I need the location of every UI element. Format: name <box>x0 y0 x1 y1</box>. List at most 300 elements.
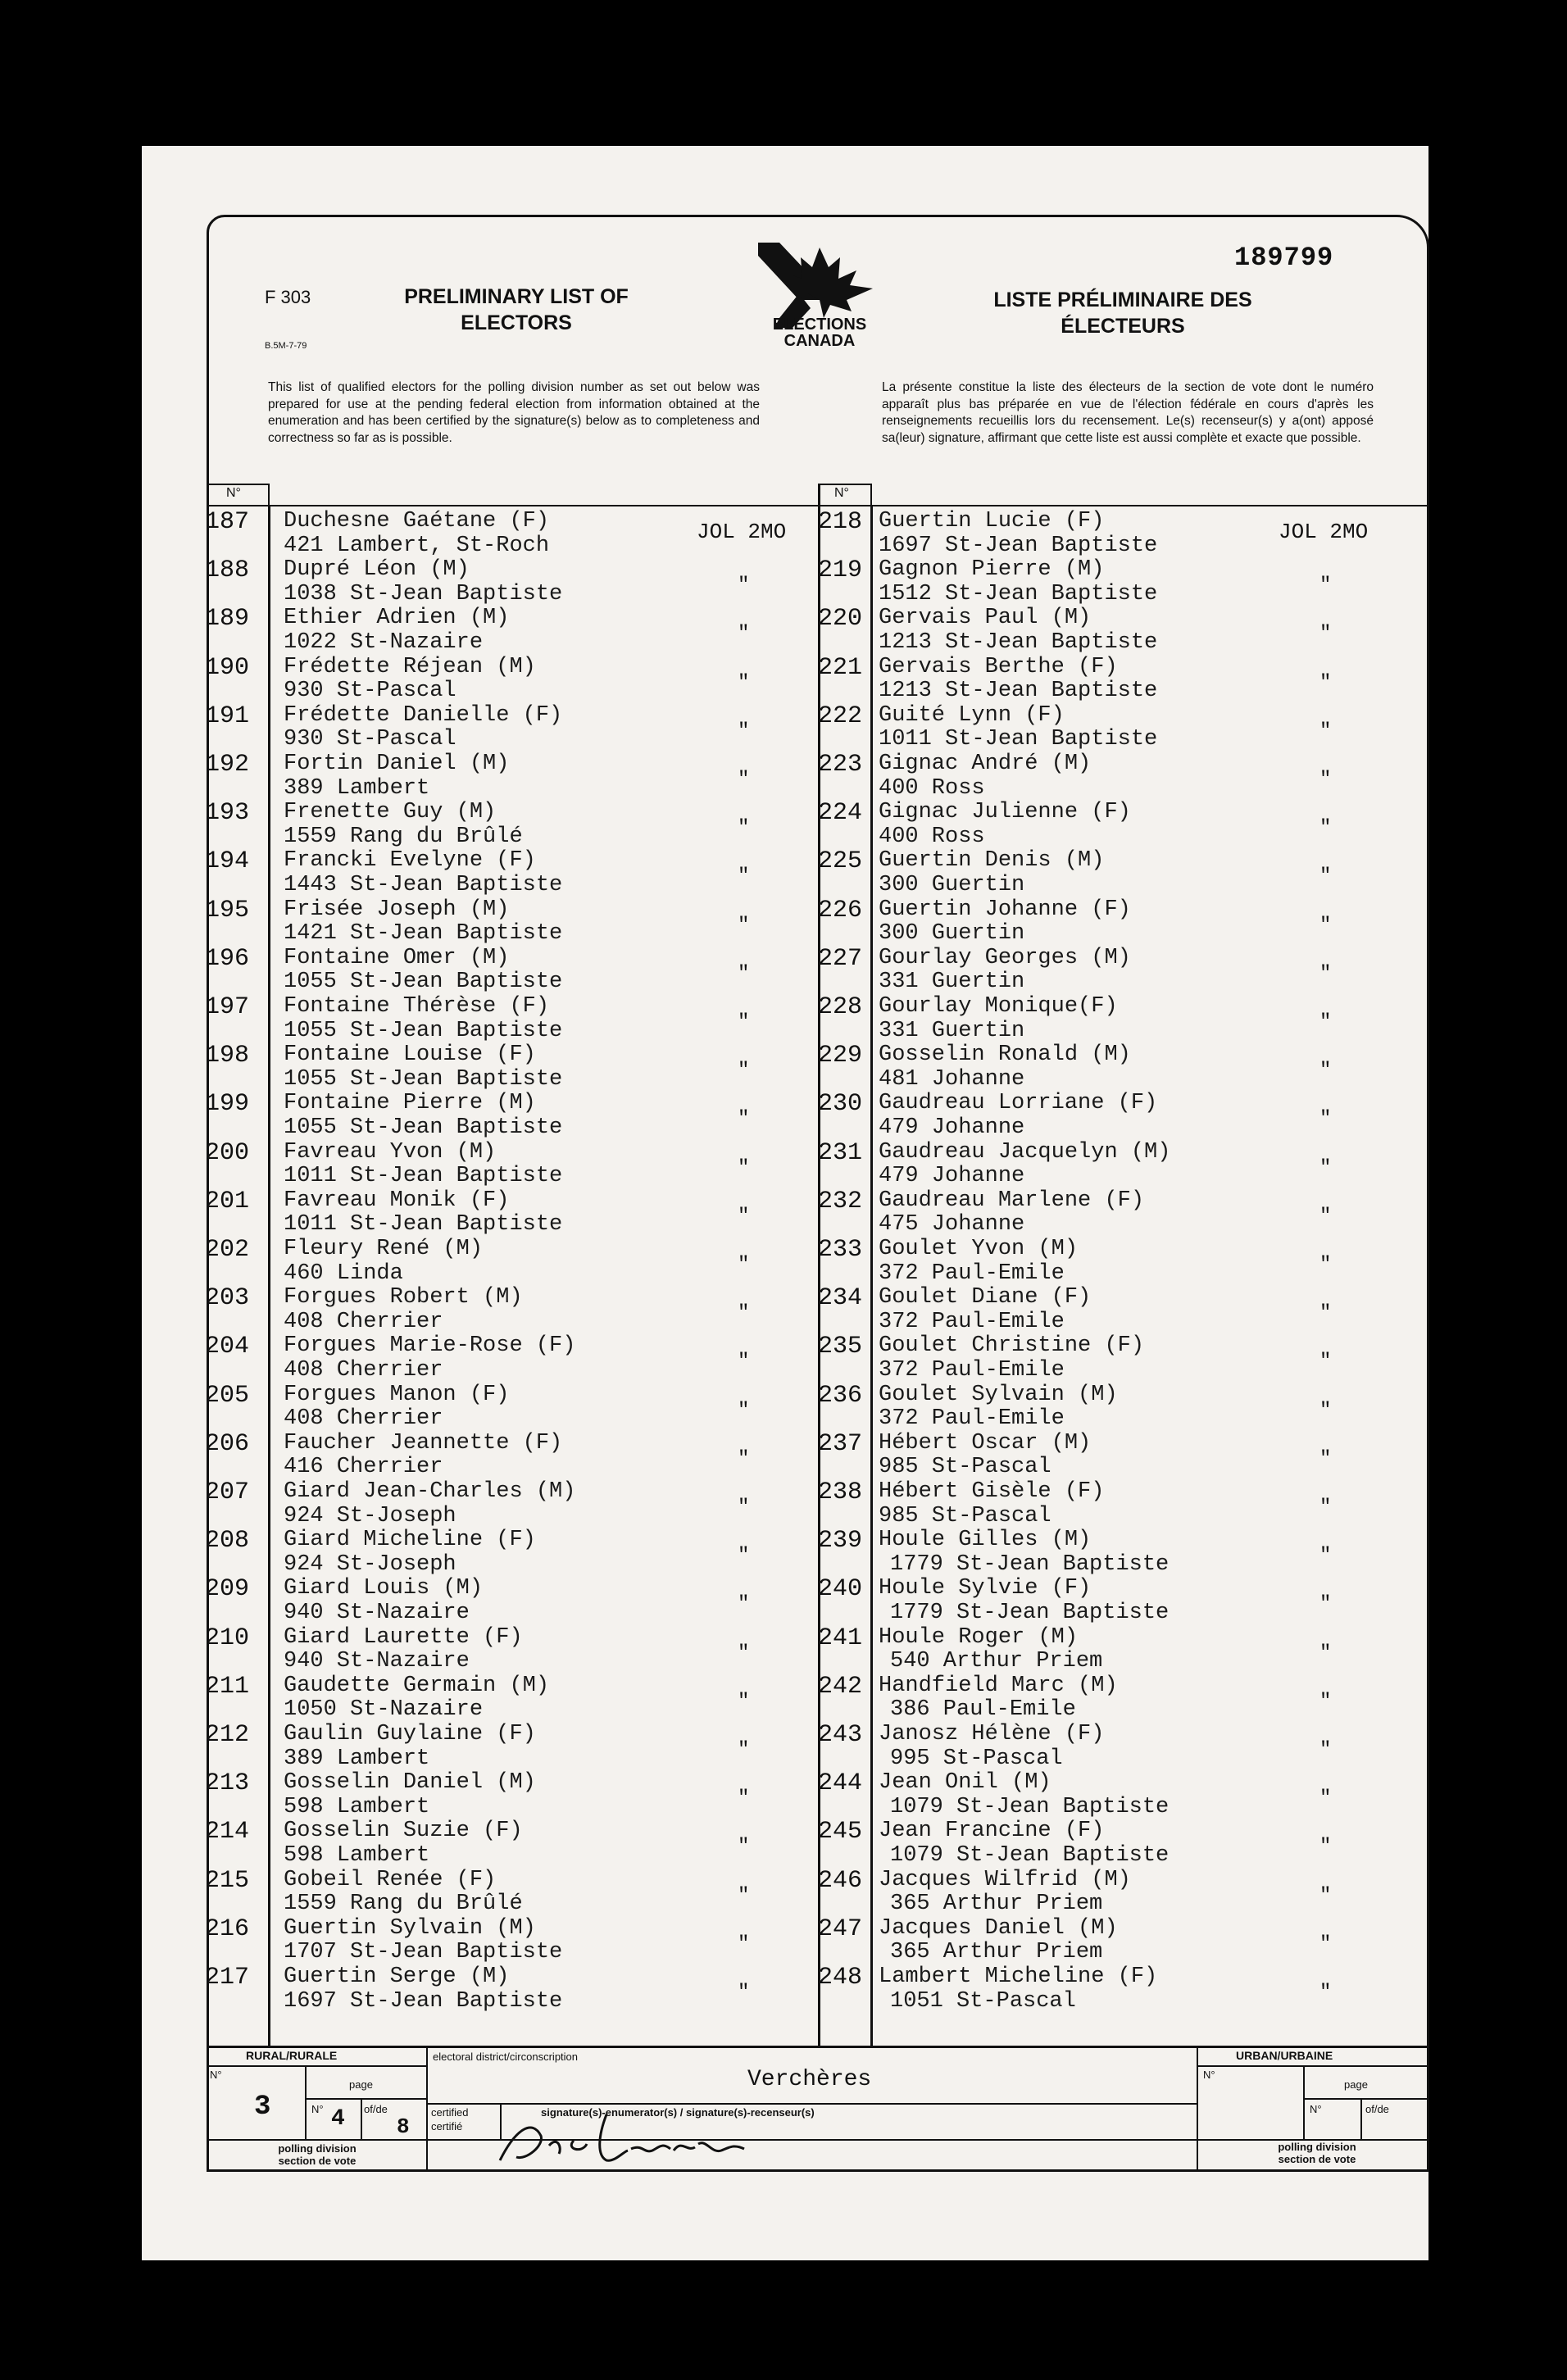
elector-address: 598 Lambert <box>284 1843 430 1868</box>
postal-code-note: " <box>738 1836 750 1859</box>
postal-code-note: " <box>1319 1836 1332 1859</box>
postal-code-note: " <box>1319 1545 1332 1568</box>
rural-of-divider <box>361 2098 362 2139</box>
elector-address: 300 Guertin <box>879 873 1025 897</box>
elector-address: 300 Guertin <box>879 921 1025 947</box>
elector-address: 1022 St-Nazaire <box>284 630 484 655</box>
elector-name: Guité Lynn (F) <box>879 702 1065 728</box>
elector-number: 198 <box>205 1042 250 1070</box>
elector-number: 226 <box>818 896 863 924</box>
postal-code-note: " <box>738 1108 750 1131</box>
elector-address: 985 St-Pascal <box>879 1503 1051 1528</box>
elector-address: 365 Arthur Priem <box>890 1940 1103 1965</box>
elector-name: Jacques Wilfrid (M) <box>879 1867 1131 1892</box>
elector-address: 386 Paul-Emile <box>890 1697 1076 1723</box>
elector-address: 1779 St-Jean Baptiste <box>890 1601 1170 1625</box>
elector-name: Hébert Gisèle (F) <box>879 1479 1105 1504</box>
elector-name: Dupré Léon (M) <box>284 557 470 583</box>
elector-name: Frenette Guy (M) <box>284 800 497 825</box>
elector-name: Guertin Lucie (F) <box>879 509 1105 534</box>
elector-number: 221 <box>818 653 863 682</box>
logo-text <box>750 316 889 349</box>
elector-name: Gosselin Suzie (F) <box>284 1819 523 1844</box>
postal-code-note: " <box>738 865 750 888</box>
elector-number: 246 <box>818 1866 863 1895</box>
elector-address: 331 Guertin <box>879 1018 1025 1043</box>
elector-number: 232 <box>818 1187 863 1215</box>
elector-number: 236 <box>818 1381 863 1410</box>
elector-number: 189 <box>205 605 250 634</box>
elector-address: 372 Paul-Emile <box>879 1358 1065 1383</box>
right-no-header: N° <box>834 486 849 500</box>
polling-label-fr: section de vote <box>278 2155 357 2167</box>
elector-name: Lambert Micheline (F) <box>879 1964 1158 1989</box>
rural-page-label: page <box>349 2078 373 2091</box>
elector-name: Jean Onil (M) <box>879 1770 1051 1796</box>
elector-number: 248 <box>818 1964 863 1992</box>
postal-code-note: " <box>1319 623 1332 646</box>
postal-code-note: " <box>738 720 750 743</box>
postal-code-note: " <box>1319 914 1332 937</box>
elector-name: Goulet Christine (F) <box>879 1333 1145 1359</box>
postal-code-note: " <box>738 1205 750 1228</box>
elector-number: 247 <box>818 1914 863 1943</box>
urban-of-label: of/de <box>1365 2103 1389 2115</box>
elector-address: 331 Guertin <box>879 970 1025 995</box>
elector-number: 237 <box>818 1429 863 1458</box>
postal-code-note: " <box>1319 769 1332 791</box>
elector-number: 200 <box>205 1138 250 1167</box>
elector-address: 408 Cherrier <box>284 1358 443 1383</box>
elector-name: Favreau Yvon (M) <box>284 1139 497 1165</box>
elector-number: 223 <box>818 751 863 779</box>
postal-code-note: " <box>738 1982 750 2004</box>
elector-number: 202 <box>205 1236 250 1264</box>
elector-name: Fontaine Omer (M) <box>284 945 510 970</box>
elector-address: 1055 St-Jean Baptiste <box>284 1018 563 1043</box>
elector-number: 243 <box>818 1721 863 1749</box>
elector-address: 421 Lambert, St-Roch <box>284 533 550 558</box>
elector-name: Ethier Adrien (M) <box>284 606 510 631</box>
elector-name: Gaudreau Jacquelyn (M) <box>879 1139 1171 1165</box>
postal-code-note: " <box>1319 1787 1332 1810</box>
elector-number: 240 <box>818 1575 863 1604</box>
urban-page-label: page <box>1344 2078 1368 2091</box>
elector-address: 995 St-Pascal <box>890 1746 1063 1771</box>
title-french-line2: ÉLECTEURS <box>1061 315 1185 338</box>
elector-name: Gourlay Monique(F) <box>879 994 1118 1019</box>
left-number-divider <box>268 505 270 2046</box>
elector-number: 192 <box>205 751 250 779</box>
elector-address: 460 Linda <box>284 1260 403 1286</box>
left-no-box-top <box>207 505 268 506</box>
elector-name: Forgues Robert (M) <box>284 1285 523 1310</box>
elector-name: Giard Louis (M) <box>284 1576 484 1601</box>
elector-name: Duchesne Gaétane (F) <box>284 509 550 534</box>
elector-name: Guertin Denis (M) <box>879 848 1105 874</box>
postal-code-note: " <box>1319 1690 1332 1713</box>
logo-line2: CANADA <box>784 332 856 350</box>
urban-no-label: N° <box>1203 2069 1215 2081</box>
elector-address: 1697 St-Jean Baptiste <box>879 533 1158 558</box>
elector-name: Fontaine Pierre (M) <box>284 1091 536 1116</box>
postal-code-note: " <box>1319 817 1332 840</box>
elector-address: 372 Paul-Emile <box>879 1309 1065 1334</box>
elector-name: Gobeil Renée (F) <box>284 1867 497 1892</box>
elector-address: 930 St-Pascal <box>284 679 456 704</box>
elector-address: 1443 St-Jean Baptiste <box>284 873 563 897</box>
serial-number: 189799 <box>1234 243 1334 273</box>
postal-code-note: " <box>1319 1351 1332 1374</box>
elector-name: Guertin Sylvain (M) <box>284 1915 536 1941</box>
elector-number: 197 <box>205 993 250 1021</box>
rural-of-label: of/de <box>364 2103 388 2115</box>
elector-name: Gervais Paul (M) <box>879 606 1092 631</box>
postal-code-note: " <box>738 1060 750 1083</box>
elector-address: 400 Ross <box>879 824 985 849</box>
elector-number: 220 <box>818 605 863 634</box>
postal-code-note: " <box>1319 1447 1332 1470</box>
elector-address: 389 Lambert <box>284 1746 430 1771</box>
footer-top-rule <box>207 2046 1429 2048</box>
elector-number: 212 <box>205 1721 250 1749</box>
polling-division-label <box>239 2142 395 2167</box>
postal-code-note: " <box>1319 865 1332 888</box>
elector-name: Gaudette Germain (M) <box>284 1673 550 1698</box>
urban-page-rule <box>1303 2098 1429 2100</box>
certified-label-fr: certifié <box>431 2120 463 2132</box>
elector-name: Giard Jean-Charles (M) <box>284 1479 576 1504</box>
elector-address: 1055 St-Jean Baptiste <box>284 970 563 995</box>
elector-name: Goulet Diane (F) <box>879 1285 1092 1310</box>
elector-number: 210 <box>205 1624 250 1652</box>
postal-code-note: " <box>1319 1302 1332 1325</box>
elector-name: Gosselin Ronald (M) <box>879 1042 1131 1068</box>
elector-name: Gignac Julienne (F) <box>879 800 1131 825</box>
elector-number: 233 <box>818 1236 863 1264</box>
postal-code-note: " <box>1319 720 1332 743</box>
postal-code-note: " <box>738 817 750 840</box>
urban-polling-label-en: polling division <box>1278 2141 1356 2153</box>
postal-code-note: " <box>1319 1011 1332 1033</box>
elector-number: 217 <box>205 1964 250 1992</box>
elector-address: 540 Arthur Priem <box>890 1649 1103 1674</box>
elector-number: 245 <box>818 1818 863 1846</box>
postal-code-note: " <box>1319 1156 1332 1179</box>
urban-polling-division-label <box>1239 2141 1395 2165</box>
polling-division-value: 3 <box>254 2092 271 2123</box>
elector-name: Fleury René (M) <box>284 1237 484 1261</box>
postal-code-note: " <box>738 1497 750 1519</box>
elector-name: Guertin Johanne (F) <box>879 897 1131 922</box>
district-value: Verchères <box>747 2067 872 2092</box>
elector-name: Hébert Oscar (M) <box>879 1430 1092 1456</box>
elector-name: Gosselin Daniel (M) <box>284 1770 536 1796</box>
elector-name: Gaulin Guylaine (F) <box>284 1722 536 1746</box>
elector-address: 940 St-Nazaire <box>284 1649 470 1674</box>
elector-address: 1421 St-Jean Baptiste <box>284 921 563 947</box>
postal-code-note: " <box>738 1302 750 1325</box>
enumerator-signature <box>484 2103 779 2172</box>
postal-code-note: " <box>1319 1982 1332 2004</box>
postal-code-note: " <box>738 1933 750 1955</box>
elector-address: 365 Arthur Priem <box>890 1892 1103 1917</box>
rural-label: RURAL/RURALE <box>246 2049 338 2062</box>
elector-number: 193 <box>205 799 250 828</box>
postal-code-note: " <box>738 769 750 791</box>
postal-code-note: " <box>738 1642 750 1665</box>
elector-address: 930 St-Pascal <box>284 727 456 752</box>
elector-address: 1779 St-Jean Baptiste <box>890 1551 1170 1577</box>
elector-number: 218 <box>818 508 863 536</box>
page-total-value: 8 <box>397 2114 410 2139</box>
right-number-divider <box>870 505 873 2046</box>
elector-name: Fontaine Louise (F) <box>284 1042 536 1068</box>
right-no-box-cap <box>818 484 870 485</box>
left-no-box-cap <box>207 484 268 485</box>
elector-number: 199 <box>205 1090 250 1119</box>
postal-code-note: " <box>1319 1497 1332 1519</box>
intro-french: La présente constitue la liste des électeurs de la section de vote dont le numéro apparaît plus bas préparée en vue de l'élection fédérale en cours d'après les renseignements recueillis lors du recensement. Le(s) recenseur(s) y a(ont) apposé sa(leur) signature, affirmant que cette liste est aussi complète et exacte que possible. <box>882 380 1374 445</box>
rural-no-label: N° <box>210 2069 222 2081</box>
elector-address: 985 St-Pascal <box>879 1455 1051 1480</box>
elector-address: 1512 St-Jean Baptiste <box>879 581 1158 606</box>
elector-address: 924 St-Joseph <box>284 1551 456 1577</box>
elector-name: Frédette Réjean (M) <box>284 654 536 679</box>
urban-of-divider <box>1360 2098 1362 2139</box>
district-label: electoral district/circonscription <box>433 2051 579 2063</box>
elector-address: 408 Cherrier <box>284 1309 443 1334</box>
elector-address: 1055 St-Jean Baptiste <box>284 1066 563 1092</box>
postal-code-note: " <box>1319 1060 1332 1083</box>
elector-name: Goulet Sylvain (M) <box>879 1382 1118 1407</box>
elector-address: 1011 St-Jean Baptiste <box>284 1212 563 1238</box>
elector-number: 229 <box>818 1042 863 1070</box>
elector-name: Gignac André (M) <box>879 752 1092 776</box>
elector-name: Forgues Manon (F) <box>284 1382 510 1407</box>
elector-address: 1038 St-Jean Baptiste <box>284 581 563 606</box>
elector-address: 475 Johanne <box>879 1212 1025 1238</box>
elector-number: 204 <box>205 1333 250 1361</box>
elector-number: 203 <box>205 1284 250 1313</box>
elector-number: 241 <box>818 1624 863 1652</box>
elector-number: 190 <box>205 653 250 682</box>
postal-code-note: " <box>1319 1642 1332 1665</box>
elector-number: 239 <box>818 1527 863 1556</box>
postal-code-note: " <box>1319 1254 1332 1276</box>
elector-name: Guertin Serge (M) <box>284 1964 510 1989</box>
elector-address: 481 Johanne <box>879 1066 1025 1092</box>
elector-name: Favreau Monik (F) <box>284 1188 510 1213</box>
elector-address: 1079 St-Jean Baptiste <box>890 1843 1170 1868</box>
elector-address: 1697 St-Jean Baptiste <box>284 1988 563 2014</box>
elector-name: Goulet Yvon (M) <box>879 1237 1079 1261</box>
elector-name: Janosz Hélène (F) <box>879 1722 1105 1746</box>
left-no-box-edge <box>268 484 270 505</box>
elector-number: 228 <box>818 993 863 1021</box>
elector-number: 225 <box>818 847 863 876</box>
elector-name: Gaudreau Lorriane (F) <box>879 1091 1158 1116</box>
elector-number: 195 <box>205 896 250 924</box>
elector-name: Handfield Marc (M) <box>879 1673 1118 1698</box>
elector-address: 1707 St-Jean Baptiste <box>284 1940 563 1965</box>
title-french <box>959 287 1287 339</box>
postal-code-note: " <box>1319 1205 1332 1228</box>
elector-number: 235 <box>818 1333 863 1361</box>
elector-address: 372 Paul-Emile <box>879 1260 1065 1286</box>
postal-code-note: " <box>738 1011 750 1033</box>
rural-page-divider <box>305 2065 307 2139</box>
form-revision: B.5M-7-79 <box>265 341 307 351</box>
elector-address: 924 St-Joseph <box>284 1503 456 1528</box>
elector-address: 598 Lambert <box>284 1794 430 1819</box>
postal-code-note: " <box>1319 671 1332 694</box>
elector-name: Faucher Jeannette (F) <box>284 1430 563 1456</box>
elector-address: 389 Lambert <box>284 775 430 801</box>
elector-number: 209 <box>205 1575 250 1604</box>
polling-label-en: polling division <box>278 2142 357 2155</box>
elector-name: Giard Laurette (F) <box>284 1624 523 1650</box>
postal-code-note: " <box>1319 1593 1332 1616</box>
elector-name: Fortin Daniel (M) <box>284 752 510 776</box>
urban-page-divider <box>1303 2065 1305 2139</box>
elector-address: 1011 St-Jean Baptiste <box>879 727 1158 752</box>
elector-name: Gervais Berthe (F) <box>879 654 1118 679</box>
elector-number: 188 <box>205 556 250 585</box>
elector-number: 219 <box>818 556 863 585</box>
elector-address: 1213 St-Jean Baptiste <box>879 679 1158 704</box>
elector-number: 242 <box>818 1672 863 1701</box>
elector-number: 191 <box>205 702 250 730</box>
elector-number: 211 <box>205 1672 250 1701</box>
elector-address: 1559 Rang du Brûlé <box>284 1892 523 1917</box>
postal-code-note: " <box>1319 1884 1332 1907</box>
elector-name: Frédette Danielle (F) <box>284 702 563 728</box>
postal-code-note: " <box>1319 1108 1332 1131</box>
elector-address: 1050 St-Nazaire <box>284 1697 484 1723</box>
title-english <box>377 284 656 336</box>
postal-code-note: " <box>738 671 750 694</box>
intro-english: This list of qualified electors for the polling division number as set out below was prepared for use at the pending federal election from information obtained at the enumeration and has been certified by the signature(s) below as to completeness and correctness so far as is possible. <box>268 380 760 445</box>
elector-address: 1051 St-Pascal <box>890 1988 1076 2014</box>
urban-label: URBAN/URBAINE <box>1236 2049 1333 2062</box>
elector-name: Forgues Marie-Rose (F) <box>284 1333 576 1359</box>
left-no-header: N° <box>226 486 241 500</box>
postal-code-note: " <box>738 914 750 937</box>
elector-address: 940 St-Nazaire <box>284 1601 470 1625</box>
logo-line1: ELECTIONS <box>772 316 867 334</box>
elector-name: Fontaine Thérèse (F) <box>284 994 550 1019</box>
elector-name: Houle Roger (M) <box>879 1624 1079 1650</box>
elector-number: 244 <box>818 1769 863 1798</box>
postal-code-note: " <box>738 575 750 597</box>
elector-number: 215 <box>205 1866 250 1895</box>
elector-name: Jean Francine (F) <box>879 1819 1105 1844</box>
title-english-line1: PRELIMINARY LIST OF <box>404 285 629 308</box>
elector-number: 231 <box>818 1138 863 1167</box>
elector-name: Francki Evelyne (F) <box>284 848 536 874</box>
elector-number: 238 <box>818 1478 863 1506</box>
postal-code-note: " <box>1319 1399 1332 1422</box>
rural-page-no-label: N° <box>311 2103 324 2115</box>
elector-number: 187 <box>205 508 250 536</box>
form-code: F 303 <box>265 287 311 307</box>
elector-address: 400 Ross <box>879 775 985 801</box>
elector-address: 372 Paul-Emile <box>879 1406 1065 1432</box>
rural-label-rule <box>207 2065 426 2067</box>
elector-number: 234 <box>818 1284 863 1313</box>
elector-number: 205 <box>205 1381 250 1410</box>
elector-name: Houle Sylvie (F) <box>879 1576 1092 1601</box>
postal-code-note: " <box>738 1884 750 1907</box>
right-no-box-edge <box>870 484 872 505</box>
elector-name: Gourlay Georges (M) <box>879 945 1131 970</box>
elector-address: 479 Johanne <box>879 1115 1025 1140</box>
elector-number: 227 <box>818 944 863 973</box>
elector-number: 230 <box>818 1090 863 1119</box>
postal-code-note: " <box>738 623 750 646</box>
elector-number: 208 <box>205 1527 250 1556</box>
postal-code-note: " <box>738 1156 750 1179</box>
elector-number: 222 <box>818 702 863 730</box>
postal-code-note: " <box>738 1739 750 1761</box>
elector-number: 207 <box>205 1478 250 1506</box>
elector-number: 214 <box>205 1818 250 1846</box>
postal-code-note: " <box>1319 962 1332 985</box>
title-french-line1: LISTE PRÉLIMINAIRE DES <box>993 288 1252 311</box>
elector-number: 213 <box>205 1769 250 1798</box>
elector-number: 196 <box>205 944 250 973</box>
rural-page-rule <box>305 2098 426 2100</box>
elector-address: 1079 St-Jean Baptiste <box>890 1794 1170 1819</box>
elector-name: Frisée Joseph (M) <box>284 897 510 922</box>
elections-canada-logo <box>742 239 897 354</box>
certified-label-en: certified <box>431 2106 469 2119</box>
elector-address: 1559 Rang du Brûlé <box>284 824 523 849</box>
elector-address: 416 Cherrier <box>284 1455 443 1480</box>
elector-name: Houle Gilles (M) <box>879 1528 1092 1553</box>
signature-label: signature(s)-enumerator(s) / signature(s)-recenseur(s) <box>541 2106 815 2119</box>
title-english-line2: ELECTORS <box>461 311 572 334</box>
footer-rural-divider <box>426 2046 428 2172</box>
postal-code-note: " <box>738 962 750 985</box>
elector-address: 1213 St-Jean Baptiste <box>879 630 1158 655</box>
postal-code-note: " <box>1319 575 1332 597</box>
elector-address: 1055 St-Jean Baptiste <box>284 1115 563 1140</box>
elector-address: 408 Cherrier <box>284 1406 443 1432</box>
elector-name: Giard Micheline (F) <box>284 1528 536 1553</box>
elector-address: 1011 St-Jean Baptiste <box>284 1164 563 1189</box>
urban-page-no-label: N° <box>1310 2103 1322 2115</box>
postal-code-note: JOL 2MO <box>1279 520 1369 544</box>
elector-address: 479 Johanne <box>879 1164 1025 1189</box>
elector-number: 216 <box>205 1914 250 1943</box>
postal-code-note: " <box>738 1787 750 1810</box>
postal-code-note: " <box>738 1545 750 1568</box>
postal-code-note: " <box>1319 1739 1332 1761</box>
postal-code-note: " <box>738 1254 750 1276</box>
page-number-value: 4 <box>331 2106 345 2132</box>
elector-number: 201 <box>205 1187 250 1215</box>
elector-number: 194 <box>205 847 250 876</box>
postal-code-note: JOL 2MO <box>697 520 787 544</box>
postal-code-note: " <box>738 1690 750 1713</box>
postal-code-note: " <box>1319 1933 1332 1955</box>
urban-label-rule <box>1197 2065 1429 2067</box>
postal-code-note: " <box>738 1399 750 1422</box>
elector-name: Gagnon Pierre (M) <box>879 557 1105 583</box>
elector-number: 224 <box>818 799 863 828</box>
